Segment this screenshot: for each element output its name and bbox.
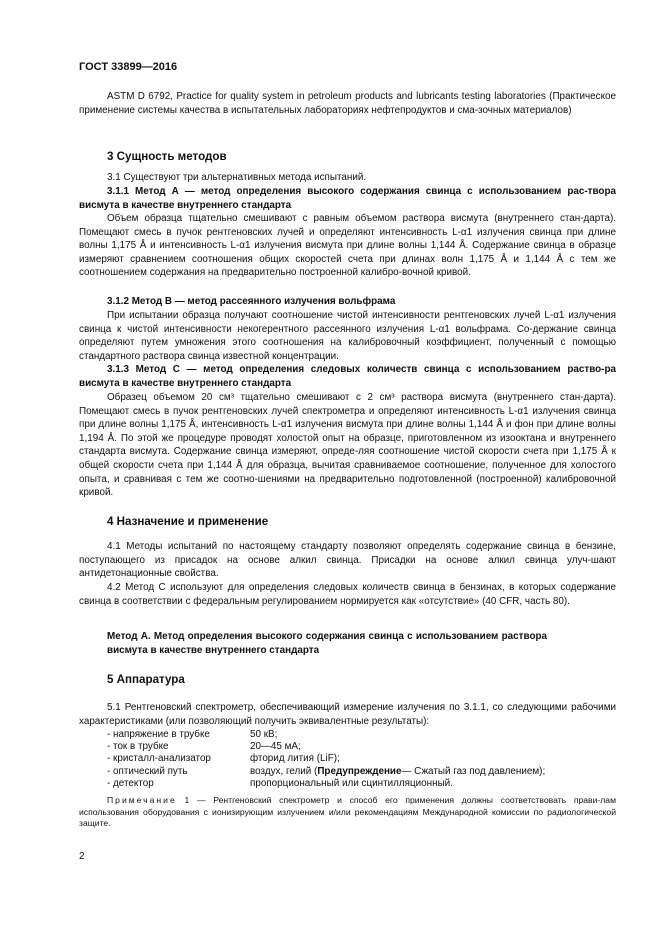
section-4-title: 4 Назначение и применение (107, 515, 269, 528)
note-text: 1 — Рентгеновский спектрометр и способ его применения должны соответствовать прави-лам использования оборудования с ионизирующим излучением и/или рекомендациям Международной комиссии по радиологической защите. (79, 795, 616, 829)
method-a-caption: Метод А. Метод определения высокого содержания свинца с использованием раствора висмута в качестве внутреннего стандарта (107, 631, 547, 656)
page-number: 2 (79, 851, 85, 862)
spec-row: - детектор пропорциональный или сцинтилляционный. (107, 777, 453, 789)
spec-list (107, 729, 545, 790)
method-a-heading: 3.1.1 Метод А — метод определения высокого содержания свинца с использованием рас-твора висмута в качестве внутреннего стандарта (79, 186, 616, 211)
spec-row: - ток в трубке 20—45 мА; (107, 741, 301, 753)
section-3-title: 3 Сущность методов (107, 150, 227, 163)
document-header: ГОСТ 33899—2016 (79, 61, 178, 73)
method-c-text: Образец объемом 20 см³ тщательно смешивают с 2 см³ раствора висмута (внутреннего стан-дарта). Помещают смесь в пучок рентгеновских лучей спектрометра и определяют интенсивность L-α1 излучения свинца при длине волны 1,175 Å, интенсивность L-α1 излучения висмута при длине волны 1,144 Å и фон при длине волны 1,194 Å. По этой же процедуре проводят холостой опыт на образце, приготовленном из изооктана и внутреннего стандарта висмута. Содержание свинца измеряют, опреде-ляя соотношение чистой скорости счета при 1,175 Å к общей скорости счета при 1,144 Å для образца, вычитая сравниваемое соотношение, полученное для холостого опыта, и сравнивая с тем же соотно-шениями на предварительно подготовленной (построенной) калибровочной кривой. (79, 392, 616, 499)
warning-label: Предупреждение (317, 765, 402, 777)
paragraph-4-1: 4.1 Методы испытаний по настоящему стандарту позволяют определять содержание свинца в бензине, поступающего из присадок на основе алкил свинца. Присадки на основе алкил свинца улуч-шают антидетонационные свойства. (79, 541, 616, 580)
method-c-heading: 3.1.3 Метод С — метод определения следовых количеств свинца с использованием раство-ра висмута в качестве внутреннего стандарта (79, 364, 616, 389)
spec-row: - кристалл-анализатор фторид лития (LiF); (107, 753, 340, 765)
spec-row: - оптический путь воздух, гелий ( Предупреждение — Сжатый газ под давлением); (107, 765, 546, 777)
spec-row: - напряжение в трубке 50 кВ; (107, 729, 278, 740)
reference-paragraph: ASTM D 6792, Practice for quality system in petroleum products and lubricants testing laboratories (Практическое применение системы качества в испытательных лабораториях нефтепродуктов и сма-зочных материалов) (79, 91, 616, 116)
paragraph-5-1: 5.1 Рентгеновский спектрометр, обеспечивающий измерение излучения по 3.1.1, со следующими рабочими характеристиками (или позволяющий получить эквивалентные результаты): (79, 702, 616, 727)
method-b-text: При испытании образца получают соотношение чистой интенсивности рентгеновских лучей L-α1 излучения свинца к чистой интенсивности некогерентного рассеянного излучения L-α1 вольфрама. Со-держание свинца определяют путем умножения этого соотношения на калибровочный коэффициент, полученный с помощью стандартного раствора свинца известной концентрации. (79, 310, 616, 362)
note-paragraph (79, 795, 616, 830)
note-label: Примечание (107, 795, 177, 805)
section-5-title: 5 Аппаратура (107, 673, 185, 686)
method-a-text: Объем образца тщательно смешивают с равным объемом раствора висмута (внутреннего стан-дарта). Помещают смесь в пучок рентгеновских лучей и определяют интенсивность L-α1 излучения свинца при длине волны 1,175 Å и интенсивность L-α1 излучения висмута при длине волны 1,144 Å. Содержание свинца в образце измеряют сравнением соотношения общих скоростей счета при длинах волн 1,175 Å и 1,144 Å с тем же соотношением содержания на предварительно построенной калибро-вочной кривой. (79, 213, 616, 279)
method-b-heading: 3.1.2 Метод В — метод рассеянного излучения вольфрама (107, 296, 396, 307)
paragraph-3-1: 3.1 Существуют три альтернативных метода испытаний. (107, 172, 367, 183)
paragraph-4-2: 4.2 Метод С используют для определения следовых количеств свинца в бензинах, в которых содержание свинца в соответствии с федеральным регулированием нормируется как «отсутствие» (40 CFR, часть 80). (79, 582, 616, 607)
